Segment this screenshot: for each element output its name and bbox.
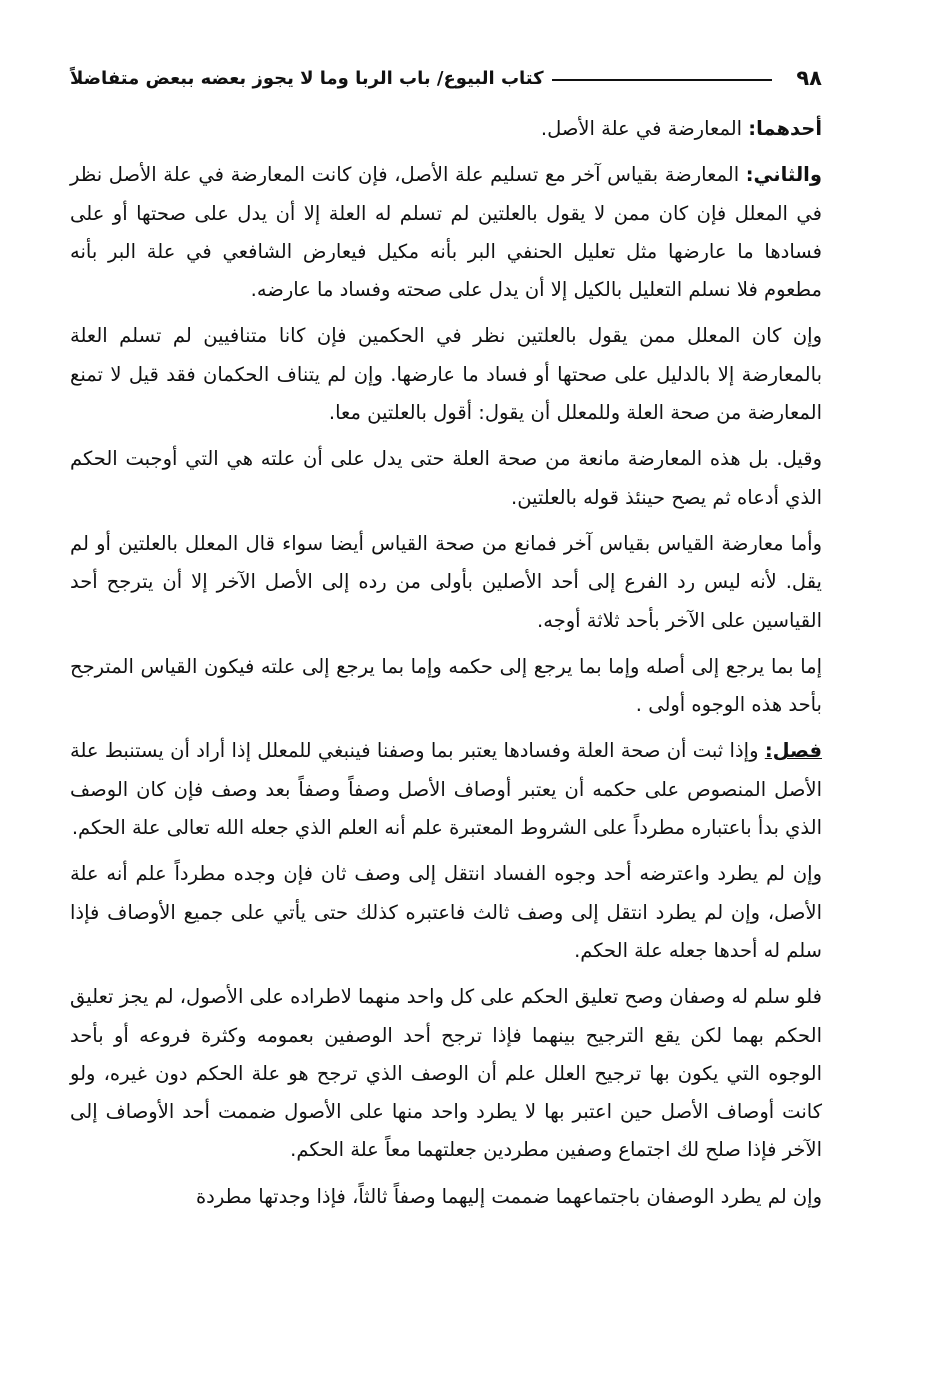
- paragraph-5: [70, 525, 822, 640]
- page-number: ٩٨: [796, 66, 822, 90]
- paragraph-text: وقيل. بل هذه المعارضة مانعة من صحة العلة حتى يدل على أن علته هي التي أوجبت الحكم الذي أدعاه ثم يصح حينئذ قوله بالعلتين.: [70, 447, 822, 509]
- section-heading-fasl: فصل:: [764, 739, 822, 763]
- paragraph-text: إما بما يرجع إلى أصله وإما بما يرجع إلى حكمه وإما بما يرجع إلى علته فيكون القياس المترجح بأحد هذه الوجوه أولى .: [70, 654, 822, 717]
- paragraph-lead: أحدهما:: [748, 117, 822, 140]
- paragraph-text: وإن لم يطرد واعترضه أحد وجوه الفساد انتقل إلى وصف ثان فإن وجده مطرداً علم أنه علة الأصل، وإن لم يطرد انتقل إلى وصف ثالث فاعتبره كذلك حتى يأتي على جميع الأوصاف فإذا سلم له أحدها جعله علة الحكم.: [70, 862, 822, 962]
- page-header: [70, 58, 822, 98]
- paragraph-text: فلو سلم له وصفان وصح تعليق الحكم على كل واحد منهما لاطراده على الأصول، لم يجز تعليق الحكم بهما لكن يقع الترجيح بينهما فإذا ترجح أحد الوصفين بعمومه وكثرة فروعه أو بأحد الوجوه التي يكون بها ترجيح العلل علم أن الوصف الذي ترجح هو علة الحكم دون غيره، ولو كانت أوصاف الأصل حين اعتبر بها لا يطرد واحد منها على الأصول ضممت أحد الأوصاف إلى الآخر فإذا صلح لك اجتماع وصفين مطردين جعلتهما معاً علة الحكم.: [70, 985, 822, 1162]
- paragraph-8: [70, 855, 822, 970]
- paragraph-text: المعارضة في علة الأصل.: [540, 117, 749, 140]
- paragraph-text: وإن لم يطرد الوصفان باجتماعهما ضممت إليهما وصفاً ثالثاً، فإذا وجدتها مطردة: [195, 1184, 822, 1208]
- paragraph-1: [70, 110, 822, 148]
- paragraph-2: [70, 156, 822, 309]
- paragraph-text: وإذا ثبت أن صحة العلة وفسادها يعتبر بما وصفنا فينبغي للمعلل إذا أراد أن يستنبط علة الأصل المنصوص على حكمه أن يعتبر أوصاف الأصل وصفاً وصفاً بعد وصف فإن كان الوصف الذي بدأ باعتباره مطرداً على الشروط المعتبرة علم أنه العلم الذي جعله الله تعالى علة الحكم.: [70, 739, 822, 840]
- paragraph-6: [70, 648, 822, 725]
- paragraph-7: [70, 732, 822, 847]
- paragraph-10: [70, 1178, 822, 1216]
- paragraph-text: وإن كان المعلل ممن يقول بالعلتين نظر في الحكمين فإن كانا متنافيين لم تسلم العلة بالمعارضة إلا بالدليل على صحتها أو فساد ما عارضها. وإن لم يتناف الحكمان فقد قيل لا تمنع المعارضة من صحة العلة وللمعلل أن يقول: أقول بالعلتين معا.: [70, 324, 822, 425]
- body-text: [70, 110, 822, 1216]
- header-rule: [552, 79, 773, 81]
- paragraph-3: [70, 317, 822, 432]
- book-page: [70, 58, 822, 1216]
- paragraph-4: [70, 440, 822, 517]
- paragraph-lead: والثاني:: [745, 163, 822, 187]
- paragraph-text: المعارضة بقياس آخر مع تسليم علة الأصل، فإن كانت المعارضة في علة الأصل نظر في المعلل فإن كان ممن لا يقول بالعلتين لم تسلم له العلة إلا أن يدل على صحتها أو على فسادها ما عارضها مثل تعليل الحنفي البر بأنه مكيل فيعارض الشافعي في علة البر بأنه مطعوم فلا نسلم التعليل بالكيل إلا أن يدل على صحته وفساد ما عارضه.: [70, 163, 822, 302]
- running-title: كتاب البيوع/ باب الربا وما لا يجوز بعضه ببعض متفاضلاً: [70, 67, 544, 89]
- paragraph-9: [70, 978, 822, 1169]
- paragraph-text: وأما معارضة القياس بقياس آخر فمانع من صحة القياس أيضا سواء قال المعلل بالعلتين أو لم يقل. لأنه ليس رد الفرع إلى أحد الأصلين بأولى من رده إلى الأصل الآخر إلا أن يترجح أحد القياسين على الآخر بأحد ثلاثة أوجه.: [70, 531, 822, 632]
